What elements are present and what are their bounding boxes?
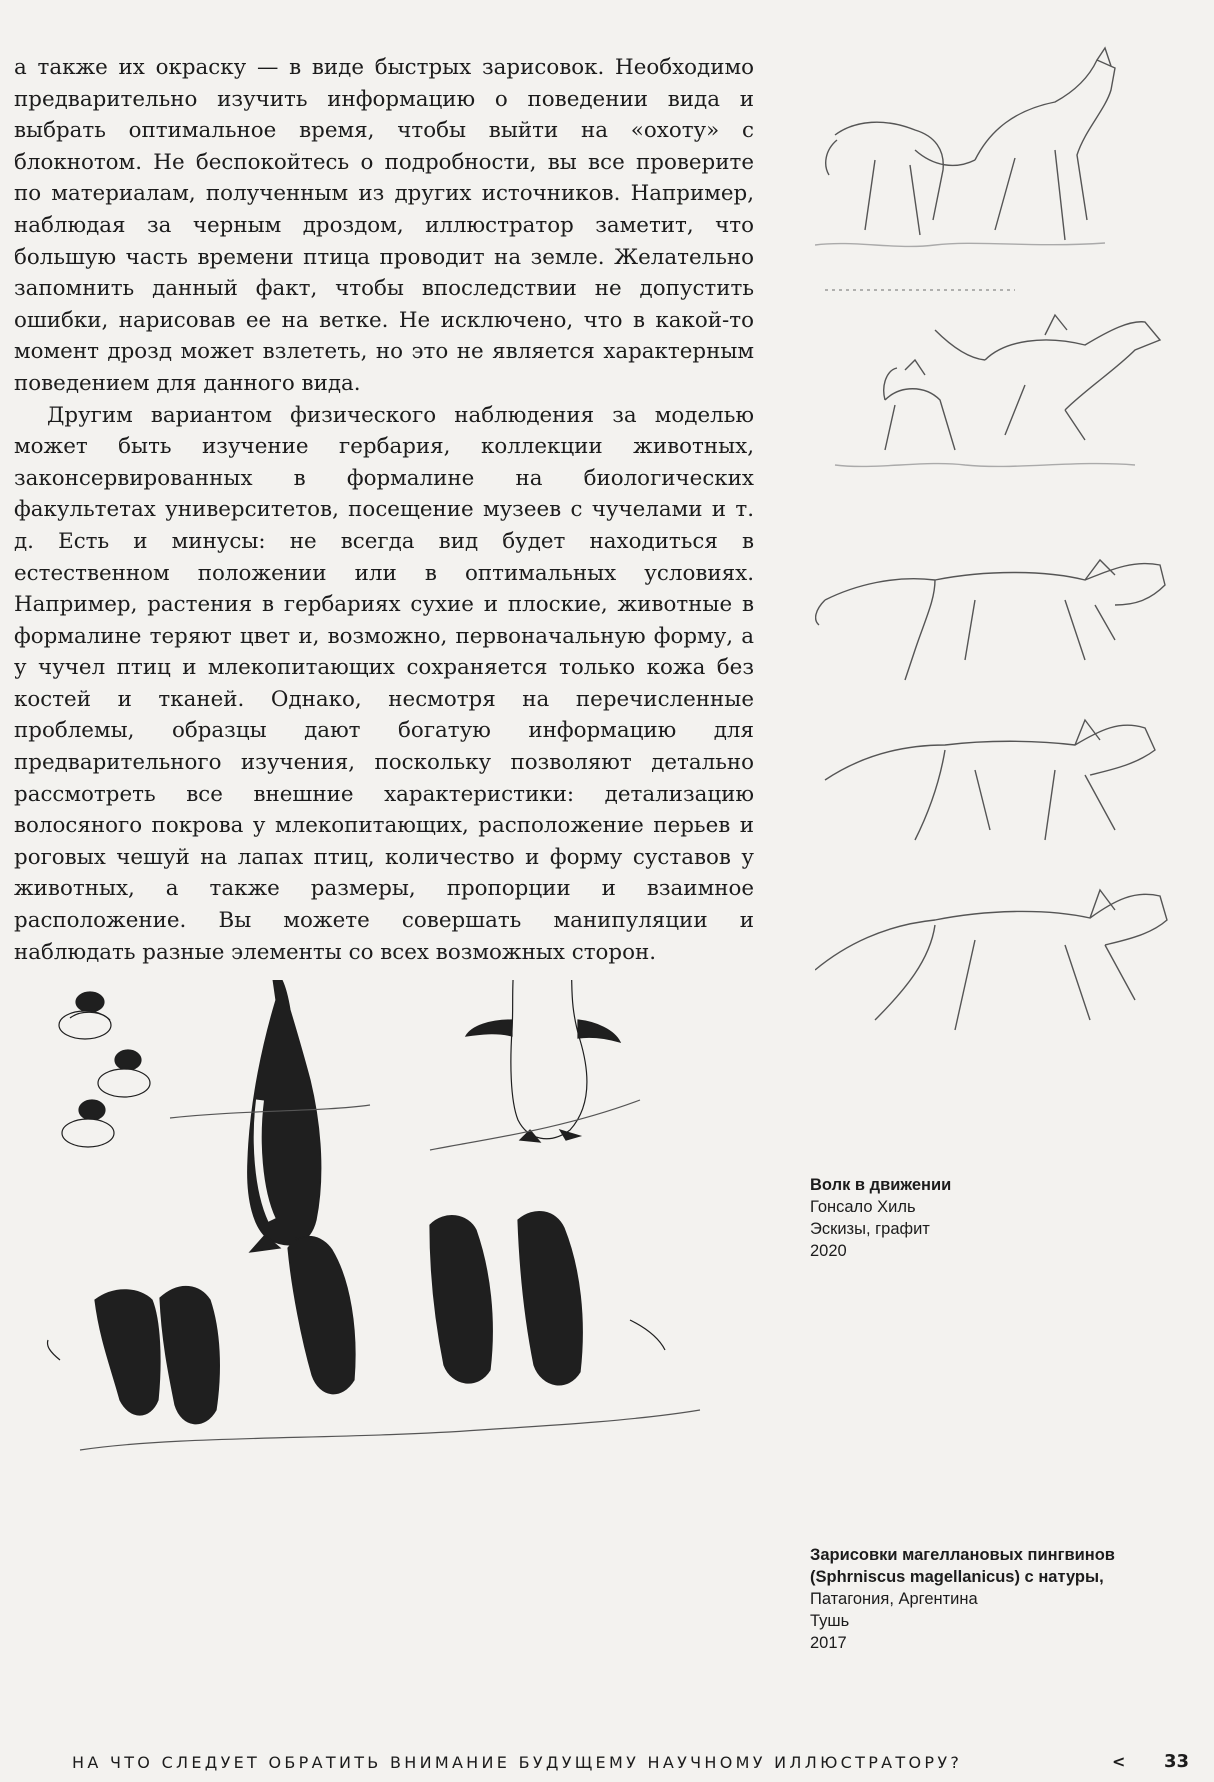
article-body xyxy=(14,52,754,968)
wolf-caption-author: Гонсало Хиль xyxy=(810,1198,916,1216)
penguin-caption-title-1: Зарисовки магеллановых пингвинов xyxy=(810,1546,1115,1564)
penguin-caption-title-2: (Sphrniscus magellanicus) с натуры, xyxy=(810,1568,1104,1586)
page-footer xyxy=(72,1751,1190,1777)
penguin-caption-place: Патагония, Аргентина xyxy=(810,1590,978,1608)
wolf-sketches-figure xyxy=(815,40,1175,1180)
wolf-sketch-icon xyxy=(815,890,1167,1030)
wolf-sketch-icon xyxy=(815,48,1115,290)
wolf-sketch-icon xyxy=(816,560,1165,680)
wolf-sketch-icon xyxy=(835,315,1160,466)
wolf-caption-year: 2020 xyxy=(810,1242,847,1260)
penguin-caption xyxy=(810,1544,1190,1654)
penguin-caption-medium: Тушь xyxy=(810,1612,850,1630)
penguin-sketches-figure xyxy=(40,980,720,1560)
wolf-caption-title: Волк в движении xyxy=(810,1176,952,1194)
penguin-caption-year: 2017 xyxy=(810,1634,847,1652)
wolf-caption xyxy=(810,1174,1110,1262)
paragraph-2: Другим вариантом физического наблюдения за моделью может быть изучение гербария, коллекции животных, законсервированных в формалине на биологических факультетах университетов, посещение музеев с чучелами и т. д. Есть и минусы: не всегда вид будет находиться в естественном положении или в оптимальных условиях. Например, растения в гербариях сухие и плоские, животные в формалине теряют цвет и, возможно, первоначальную форму, а у чучел птиц и млекопитающих сохраняется только кожа без костей и тканей. Однако, несмотря на перечисленные проблемы, образцы дают богатую информацию для предварительного изучения, поскольку позволяют детально рассмотреть все внешние характеристики: детализацию волосяного покрова у млекопитающих, расположение перьев и роговых чешуй на лапах птиц, количество и форму суставов у животных, а также размеры, пропорции и взаимное расположение. Вы можете совершать манипуляции и наблюдать разные элементы со всех возможных сторон. xyxy=(14,402,754,965)
chevron-left-icon: < xyxy=(1112,1752,1126,1771)
wolf-sketch-icon xyxy=(825,720,1155,840)
paragraph-1: а также их окраску — в виде быстрых зарисовок. Необходимо предварительно изучить информацию о поведении вида и выбрать оптимальное время, чтобы выйти на «охоту» с блокнотом. Не беспокойтесь о подробности, вы все проверите по материалам, полученным из других источников. Например, наблюдая за черным дроздом, иллюстратор заметит, что большую часть времени птица проводит на земле. Желательно запомнить данный факт, чтобы впоследствии не допустить ошибки, нарисовав ее на ветке. Не исключено, что в какой-то момент дрозд может взлететь, но это не является характерным поведением для данного вида. xyxy=(14,55,754,396)
page-number: 33 xyxy=(1164,1751,1190,1772)
penguin-sketch-icon xyxy=(48,980,701,1450)
running-title: НА ЧТО СЛЕДУЕТ ОБРАТИТЬ ВНИМАНИЕ БУДУЩЕМУ НАУЧНОМУ ИЛЛЮСТРАТОРУ? xyxy=(72,1753,963,1772)
wolf-caption-medium: Эскизы, графит xyxy=(810,1220,930,1238)
